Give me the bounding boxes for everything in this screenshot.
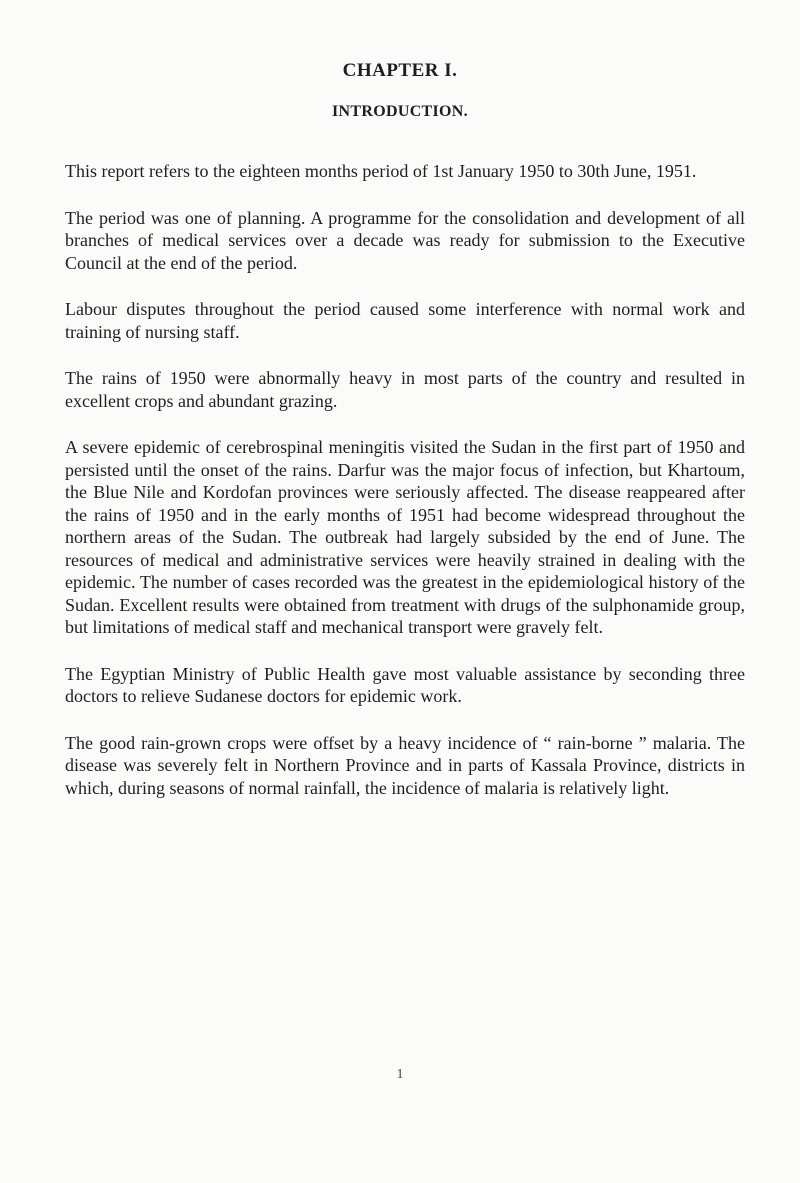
paragraph-egyptian-ministry: The Egyptian Ministry of Public Health gave most valuable assistance by seconding three doctors to relieve Sudanese doctors for epidemic work. <box>65 663 745 706</box>
paragraph-period: This report refers to the eighteen months period of 1st January 1950 to 30th June, 1951. <box>65 161 697 181</box>
chapter-title: CHAPTER I. <box>342 60 458 81</box>
body-text <box>65 160 745 823</box>
paragraph-epidemic: A severe epidemic of cerebrospinal meningitis visited the Sudan in the first part of 1950 and persisted until the onset of the rains. Darfur was the major focus of infection, but Khartoum, the Blue Nile and Kordofan provinces were seriously affected. The disease reappeared after the rains of 1950 and in the early months of 1951 had become widespread throughout the northern areas of the Sudan. The outbreak had largely subsided by the end of June. The resources of medical and administrative services were heavily strained in dealing with the epidemic. The number of cases recorded was the greatest in the epidemiological history of the Sudan. Excellent results were obtained from treatment with drugs of the sulphonamide group, but limitations of medical staff and mechanical transport were gravely felt. <box>65 437 745 637</box>
paragraph-rains: The rains of 1950 were abnormally heavy in most parts of the country and resulted in excellent crops and abundant grazing. <box>65 368 745 411</box>
page-number: 1 <box>396 1067 404 1082</box>
paragraph-malaria: The good rain-grown crops were offset by a heavy incidence of “ rain-borne ” malaria. The disease was severely felt in Northern Province and in parts of Kassala Province, districts in which, during seasons of normal rainfall, the incidence of malaria is relatively light. <box>65 732 745 798</box>
section-heading: INTRODUCTION. <box>332 103 468 120</box>
paragraph-planning: The period was one of planning. A programme for the consolidation and development of all branches of medical services over a decade was ready for submission to the Executive Council at the end of the period. <box>65 207 745 273</box>
paragraph-labour: Labour disputes throughout the period caused some interference with normal work and training of nursing staff. <box>65 299 745 342</box>
